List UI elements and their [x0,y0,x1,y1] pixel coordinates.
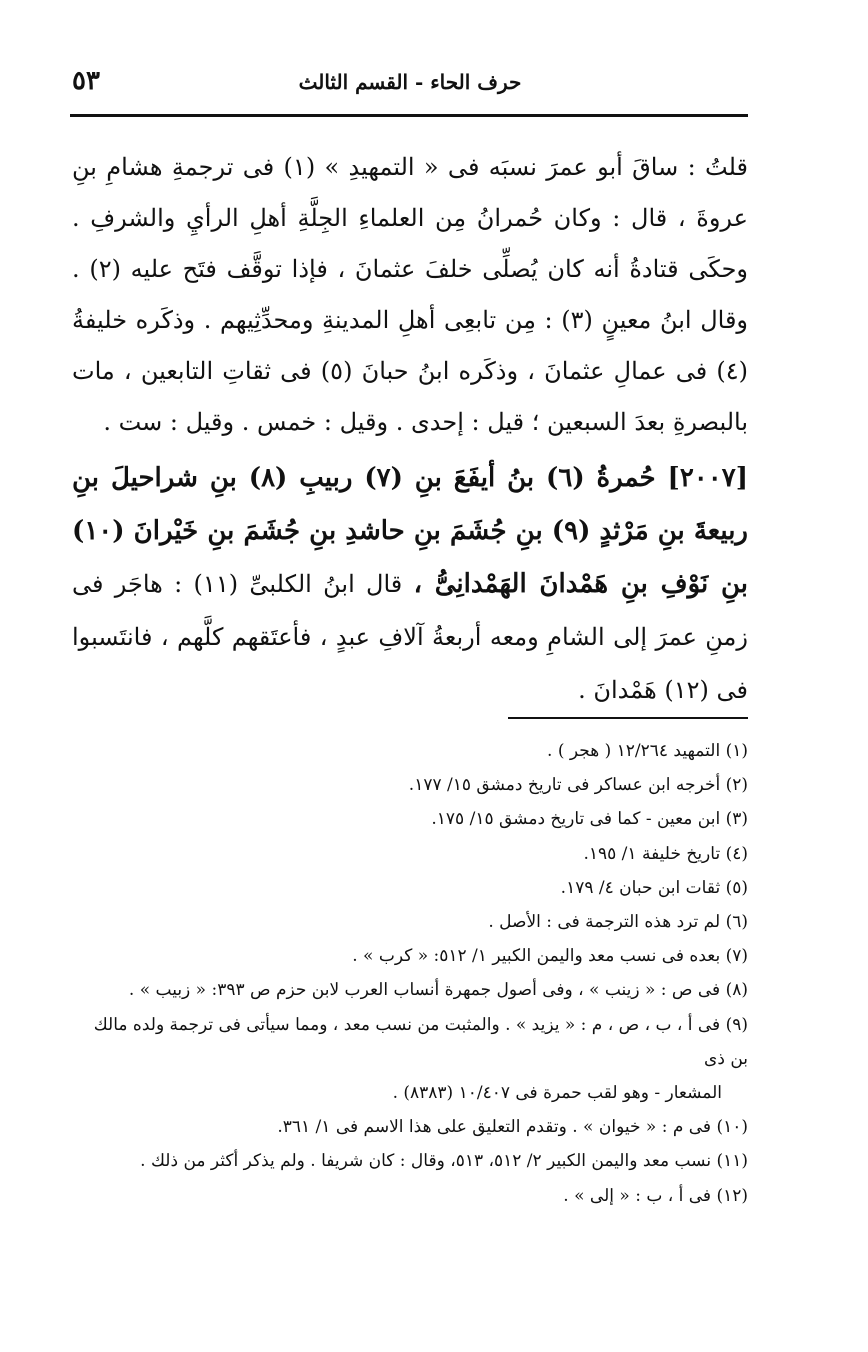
footnote: (٤) تاريخ خليفة ١/ ١٩٥. [583,843,748,864]
footnote: (٦) لم ترد هذه الترجمة فى : الأصل . [488,912,748,933]
footnote-rule [508,717,748,719]
footnote: (٧) بعده فى نسب معد واليمن الكبير ١/ ٥١٢: « كرب » . [352,946,748,967]
footnote: (٨) فى ص : « زينب » ، وفى أصول جمهرة أنساب العرب لابن حزم ص ٣٩٣: « زبيب » . [128,980,748,1001]
header-rule [70,114,748,117]
entry-heading: [٢٠٠٧] حُمرةُ (٦) بنُ أيفَعَ بنِ (٧) ربيبِ (٨) بنِ شراحيلَ بنِ ربيعةَ بنِ مَرْثدٍ (٩) بنِ جُشَمَ بنِ حاشدِ بنِ جُشَمَ بنِ خَيْرانَ (١٠) بنِ نَوْفِ بنِ هَمْدانَ الهَمْدانِىُّ ، [72,463,749,599]
footnote-continuation: المشعار - وهو لقب حمرة فى ١٠/٤٠٧ (٨٣٨٣) . [392,1083,722,1104]
page-header [72,66,748,106]
running-title: حرف الحاء - القسم الثالث [298,70,522,94]
footnote: (١٠) فى م : « خيوان » . وتقدم التعليق على هذا الاسم فى ١/ ٣٦١. [277,1117,748,1138]
commentary-paragraph: قلتُ : ساقَ أبو عمرَ نسبَه فى « التمهيدِ » (١) فى ترجمةِ هشامِ بنِ عروةَ ، قال : وكان حُمرانُ مِن العلماءِ الجِلَّةِ أهلِ الرأيِ والشرفِ . وحكَى قتادةُ أنه كان يُصلِّى خلفَ عثمانَ ، فإذا توقَّف فتَح عليه (٢) . وقال ابنُ معينٍ (٣) : مِن تابعِى أهلِ المدينةِ ومحدِّثِيهم . وذكَره خليفةُ (٤) فى عمالِ عثمانَ ، وذكَره ابنُ حبانَ (٥) فى ثقاتِ التابعين ، مات بالبصرةِ بعدَ السبعين ؛ قيل : إحدى . وقيل : خمس . وقيل : ست . [72,153,749,436]
footnote: (١٢) فى أ ، ب : « إلى » . [563,1185,748,1206]
page-number: ٥٣ [72,66,100,96]
footnote: (١١) نسب معد واليمن الكبير ٢/ ٥١٢، ٥١٣، وقال : كان شريفا . ولم يذكر أكثر من ذلك . [140,1151,748,1172]
footnote: (٥) ثقات ابن حبان ٤/ ١٧٩. [560,877,748,898]
footnotes [72,734,748,1213]
footnote: (٣) ابن معين - كما فى تاريخ دمشق ١٥/ ١٧٥. [431,809,748,830]
main-text [72,142,748,717]
footnote: (١) التمهيد ١٢/٢٦٤ ( هجر ) . [547,741,748,761]
entry-text: قال ابنُ الكلبىِّ (١١) : هاجَر فى زمنِ عمرَ إلى الشامِ ومعه أربعةُ آلافِ عبدٍ ، فأعتَقهم كلَّهم ، فانتَسبوا فى (١٢) هَمْدانَ . [72,570,748,704]
biography-entry [72,452,748,717]
footnote: (٩) فى أ ، ب ، ص ، م : « يزيد » . والمثبت من نسب معد ، ومما سيأتى فى ترجمة ولده مالك بن ذى [93,1014,748,1069]
footnote: (٢) أخرجه ابن عساكر فى تاريخ دمشق ١٥/ ١٧٧. [408,775,748,796]
